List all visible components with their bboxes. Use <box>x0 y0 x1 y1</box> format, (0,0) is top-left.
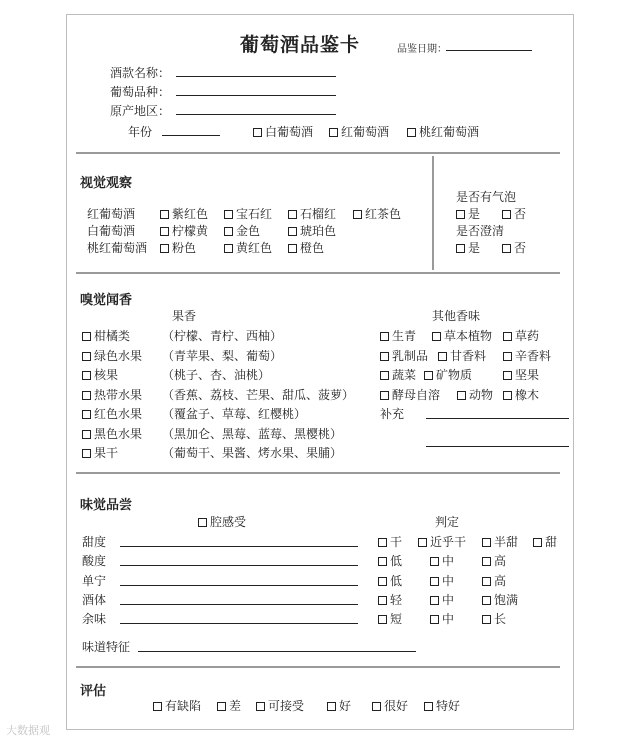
checkbox[interactable] <box>82 449 91 458</box>
wine-name-field[interactable] <box>176 76 336 77</box>
checkbox[interactable] <box>160 210 169 219</box>
fruit-item[interactable]: 绿色水果 <box>82 347 142 364</box>
checkbox[interactable] <box>430 557 439 566</box>
checkbox[interactable] <box>256 702 265 711</box>
checkbox[interactable] <box>378 557 387 566</box>
taste-heading: 味觉品尝 <box>80 498 133 513</box>
visual-white-label: 白葡萄酒 <box>87 224 136 238</box>
checkbox[interactable] <box>160 227 169 236</box>
aroma-option[interactable]: 动物 <box>457 386 493 403</box>
bubble-no[interactable]: 否 <box>502 205 526 222</box>
checkbox[interactable] <box>482 615 491 624</box>
aroma-option[interactable]: 橡木 <box>503 386 539 403</box>
judge-option[interactable]: 中 <box>430 572 454 589</box>
option-lemon[interactable]: 柠檬黄 <box>160 222 208 239</box>
judge-option[interactable]: 中 <box>430 610 454 627</box>
body-field[interactable] <box>120 604 358 605</box>
section-divider <box>76 272 560 274</box>
body-label: 酒体 <box>82 593 107 607</box>
checkbox[interactable] <box>418 538 427 547</box>
aroma-option[interactable]: 甘香料 <box>438 347 486 364</box>
type-red-option[interactable]: 红葡萄酒 <box>329 123 389 140</box>
evaluation-option[interactable]: 特好 <box>424 697 460 714</box>
tasting-date-label: 品鉴日期： <box>397 44 447 55</box>
checkbox[interactable] <box>224 227 233 236</box>
fruit-detail: （香蕉、荔枝、芒果、甜瓜、菠萝） <box>162 388 355 402</box>
option-tawny[interactable]: 红茶色 <box>353 205 401 222</box>
checkbox[interactable] <box>503 352 512 361</box>
aroma-option[interactable]: 矿物质 <box>424 366 472 383</box>
checkbox[interactable] <box>533 538 542 547</box>
aroma-option[interactable]: 坚果 <box>503 366 539 383</box>
supplement-field-2[interactable] <box>426 446 569 447</box>
option-orange[interactable]: 橙色 <box>288 239 324 256</box>
option-yellow-red[interactable]: 黄红色 <box>224 239 272 256</box>
tannin-field[interactable] <box>120 585 358 586</box>
smell-heading: 嗅觉闻香 <box>80 293 133 308</box>
judge-option[interactable]: 近乎干 <box>418 533 466 550</box>
checkbox[interactable] <box>456 244 465 253</box>
checkbox[interactable] <box>378 615 387 624</box>
fruit-detail: （黑加仑、黑莓、蓝莓、黑樱桃） <box>162 427 343 441</box>
fruit-detail: （青苹果、梨、葡萄） <box>162 349 283 363</box>
origin-label: 原产地区： <box>110 104 171 118</box>
aroma-option[interactable]: 蔬菜 <box>380 366 416 383</box>
checkbox[interactable] <box>482 557 491 566</box>
checkbox[interactable] <box>353 210 362 219</box>
option-pink[interactable]: 粉色 <box>160 239 196 256</box>
vintage-field[interactable] <box>162 135 220 136</box>
fruit-item[interactable]: 红色水果 <box>82 405 142 422</box>
checkbox[interactable] <box>430 615 439 624</box>
supplement-label: 补充 <box>380 407 405 421</box>
checkbox[interactable] <box>430 596 439 605</box>
supplement-field[interactable] <box>426 418 569 419</box>
judge-option[interactable]: 高 <box>482 572 506 589</box>
checkbox[interactable] <box>424 371 433 380</box>
checkbox[interactable] <box>198 518 207 527</box>
mouthfeel-option[interactable]: 腔感受 <box>198 513 246 530</box>
evaluation-option[interactable]: 很好 <box>372 697 408 714</box>
sweetness-label: 甜度 <box>82 535 107 549</box>
visual-red-label: 红葡萄酒 <box>87 207 136 221</box>
judge-option[interactable]: 中 <box>430 591 454 608</box>
checkbox[interactable] <box>378 596 387 605</box>
checkbox[interactable] <box>82 391 91 400</box>
acidity-label: 酸度 <box>82 554 107 568</box>
option-gold[interactable]: 金色 <box>224 222 260 239</box>
visual-divider <box>432 156 434 270</box>
flavor-feature-label: 味道特征 <box>82 640 131 654</box>
checkbox[interactable] <box>424 702 433 711</box>
checkbox[interactable] <box>217 702 226 711</box>
section-divider <box>76 152 560 154</box>
visual-rose-label: 桃红葡萄酒 <box>87 241 148 255</box>
section-divider <box>76 472 560 474</box>
judge-option[interactable]: 短 <box>378 610 402 627</box>
checkbox[interactable] <box>224 244 233 253</box>
checkbox[interactable] <box>503 332 512 341</box>
other-aroma-heading: 其他香味 <box>432 309 481 323</box>
aroma-option[interactable]: 辛香料 <box>503 347 551 364</box>
aroma-option[interactable]: 草药 <box>503 327 539 344</box>
grape-label: 葡萄品种： <box>110 85 171 99</box>
card-title: 葡萄酒品鉴卡 <box>240 34 361 56</box>
fruit-detail: （桃子、杏、油桃） <box>162 368 271 382</box>
bubble-yes[interactable]: 是 <box>456 205 480 222</box>
tannin-label: 单宁 <box>82 574 107 588</box>
checkbox[interactable] <box>503 371 512 380</box>
judge-option[interactable]: 长 <box>482 610 506 627</box>
option-purple-red[interactable]: 紫红色 <box>160 205 208 222</box>
checkbox[interactable] <box>253 128 262 137</box>
clear-question: 是否澄清 <box>456 224 505 238</box>
checkbox[interactable] <box>329 128 338 137</box>
fruit-detail: （葡萄干、果酱、烤水果、果脯） <box>162 446 343 460</box>
judge-option[interactable]: 轻 <box>378 591 402 608</box>
fruit-item[interactable]: 黑色水果 <box>82 425 142 442</box>
checkbox[interactable] <box>502 210 511 219</box>
checkbox[interactable] <box>482 596 491 605</box>
checkbox[interactable] <box>82 352 91 361</box>
type-rose-option[interactable]: 桃红葡萄酒 <box>407 123 479 140</box>
checkbox[interactable] <box>288 210 297 219</box>
clear-no[interactable]: 否 <box>502 239 526 256</box>
checkbox[interactable] <box>82 410 91 419</box>
grape-field[interactable] <box>176 95 336 96</box>
checkbox[interactable] <box>482 577 491 586</box>
fruit-item[interactable]: 柑橘类 <box>82 327 130 344</box>
tasting-date-field[interactable] <box>446 50 532 51</box>
judge-option[interactable]: 饱满 <box>482 591 518 608</box>
fruit-item[interactable]: 热带水果 <box>82 386 142 403</box>
checkbox[interactable] <box>380 332 389 341</box>
fruit-item[interactable]: 核果 <box>82 366 118 383</box>
checkbox[interactable] <box>288 244 297 253</box>
checkbox[interactable] <box>502 244 511 253</box>
checkbox[interactable] <box>288 227 297 236</box>
judge-option[interactable]: 甜 <box>533 533 557 550</box>
clear-yes[interactable]: 是 <box>456 239 480 256</box>
flavor-feature-field[interactable] <box>138 651 416 652</box>
fruit-heading: 果香 <box>172 309 197 323</box>
checkbox[interactable] <box>378 538 387 547</box>
checkbox[interactable] <box>407 128 416 137</box>
checkbox[interactable] <box>327 702 336 711</box>
checkbox[interactable] <box>380 391 389 400</box>
checkbox[interactable] <box>372 702 381 711</box>
aroma-option[interactable]: 乳制品 <box>380 347 428 364</box>
judge-option[interactable]: 干 <box>378 533 402 550</box>
evaluation-option[interactable]: 好 <box>327 697 351 714</box>
vintage-label: 年份 <box>128 125 153 139</box>
finish-field[interactable] <box>120 623 358 624</box>
fruit-detail: （柠檬、青柠、西柚） <box>162 329 283 343</box>
evaluation-option[interactable]: 差 <box>217 697 241 714</box>
checkbox[interactable] <box>380 371 389 380</box>
checkbox[interactable] <box>224 210 233 219</box>
checkbox[interactable] <box>457 391 466 400</box>
wine-name-label: 酒款名称： <box>110 66 171 80</box>
origin-field[interactable] <box>176 114 336 115</box>
evaluation-heading: 评估 <box>80 684 107 699</box>
option-ruby[interactable]: 宝石红 <box>224 205 272 222</box>
type-white-option[interactable]: 白葡萄酒 <box>253 123 313 140</box>
checkbox[interactable] <box>82 332 91 341</box>
bubble-question: 是否有气泡 <box>456 190 517 204</box>
fruit-item[interactable]: 果干 <box>82 444 118 461</box>
checkbox[interactable] <box>378 577 387 586</box>
checkbox[interactable] <box>503 391 512 400</box>
judge-option[interactable]: 中 <box>430 552 454 569</box>
checkbox[interactable] <box>160 244 169 253</box>
checkbox[interactable] <box>432 332 441 341</box>
acidity-field[interactable] <box>120 565 358 566</box>
judge-heading: 判定 <box>435 515 460 529</box>
checkbox[interactable] <box>153 702 162 711</box>
option-amber[interactable]: 琥珀色 <box>288 222 336 239</box>
fruit-detail: （覆盆子、草莓、红樱桃） <box>162 407 307 421</box>
evaluation-option[interactable]: 有缺陷 <box>153 697 201 714</box>
checkbox[interactable] <box>380 352 389 361</box>
checkbox[interactable] <box>438 352 447 361</box>
checkbox[interactable] <box>430 577 439 586</box>
watermark: 大数据观 <box>6 724 50 737</box>
visual-heading: 视觉观察 <box>80 176 133 191</box>
checkbox[interactable] <box>456 210 465 219</box>
checkbox[interactable] <box>482 538 491 547</box>
judge-option[interactable]: 半甜 <box>482 533 518 550</box>
section-divider <box>76 666 560 668</box>
evaluation-option[interactable]: 可接受 <box>256 697 304 714</box>
finish-label: 余味 <box>82 612 107 626</box>
checkbox[interactable] <box>82 430 91 439</box>
checkbox[interactable] <box>82 371 91 380</box>
judge-option[interactable]: 低 <box>378 552 402 569</box>
option-garnet[interactable]: 石榴红 <box>288 205 336 222</box>
aroma-option[interactable]: 酵母自溶 <box>380 386 440 403</box>
aroma-option[interactable]: 生青 <box>380 327 416 344</box>
judge-option[interactable]: 低 <box>378 572 402 589</box>
judge-option[interactable]: 高 <box>482 552 506 569</box>
sweetness-field[interactable] <box>120 546 358 547</box>
aroma-option[interactable]: 草本植物 <box>432 327 492 344</box>
